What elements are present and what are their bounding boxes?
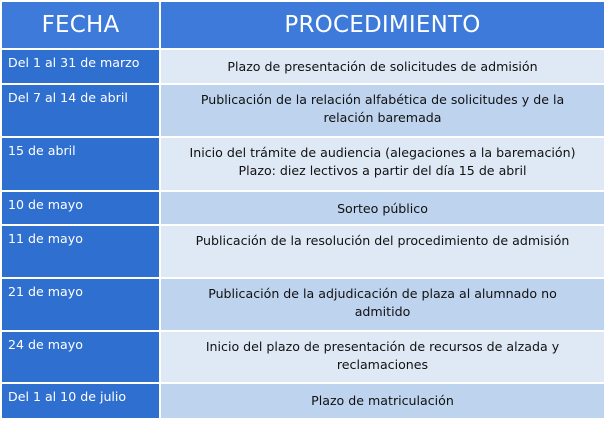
procedure-line: admitido xyxy=(354,304,411,320)
procedure-cell xyxy=(161,50,604,84)
procedure-line: Publicación de la adjudicación de plaza al alumnado no xyxy=(208,286,557,302)
date-cell: 21 de mayo xyxy=(2,279,161,330)
procedure-cell xyxy=(161,192,604,225)
admission-schedule-table xyxy=(2,2,604,418)
table-row xyxy=(2,279,604,332)
procedure-cell xyxy=(161,332,604,383)
date-cell: 11 de mayo xyxy=(2,226,161,277)
procedure-line: Inicio del trámite de audiencia (alegaciones a la baremación) xyxy=(189,145,576,161)
procedure-cell xyxy=(161,226,604,277)
procedure-line: Plazo: diez lectivos a partir del día 15 de abril xyxy=(238,163,527,179)
table-row xyxy=(2,226,604,279)
date-cell: Del 7 al 14 de abril xyxy=(2,85,161,136)
procedure-line: Publicación de la resolución del procedimiento de admisión xyxy=(195,233,570,249)
procedure-cell xyxy=(161,138,604,190)
procedure-line: Plazo de presentación de solicitudes de admisión xyxy=(227,58,538,74)
date-cell: 10 de mayo xyxy=(2,192,161,225)
procedure-line: Sorteo público xyxy=(337,200,428,216)
procedure-line: Publicación de la relación alfabética de solicitudes y de la xyxy=(200,92,565,108)
header-procedimiento: PROCEDIMIENTO xyxy=(161,2,604,48)
table-row xyxy=(2,384,604,418)
procedure-cell xyxy=(161,279,604,330)
date-cell: 15 de abril xyxy=(2,138,161,190)
procedure-line: Plazo de matriculación xyxy=(311,393,454,409)
table-row xyxy=(2,85,604,138)
procedure-line: reclamaciones xyxy=(336,356,429,372)
table-row xyxy=(2,332,604,385)
procedure-cell xyxy=(161,85,604,136)
procedure-line: Inicio del plazo de presentación de recursos de alzada y xyxy=(205,338,560,354)
table-row xyxy=(2,192,604,227)
header-fecha: FECHA xyxy=(2,2,161,48)
procedure-cell xyxy=(161,384,604,418)
date-cell: Del 1 al 31 de marzo xyxy=(2,50,161,84)
table-row xyxy=(2,50,604,86)
table-header-row xyxy=(2,2,604,50)
date-cell: Del 1 al 10 de julio xyxy=(2,384,161,418)
table-row xyxy=(2,138,604,192)
date-cell: 24 de mayo xyxy=(2,332,161,383)
procedure-line: relación baremada xyxy=(323,110,442,126)
